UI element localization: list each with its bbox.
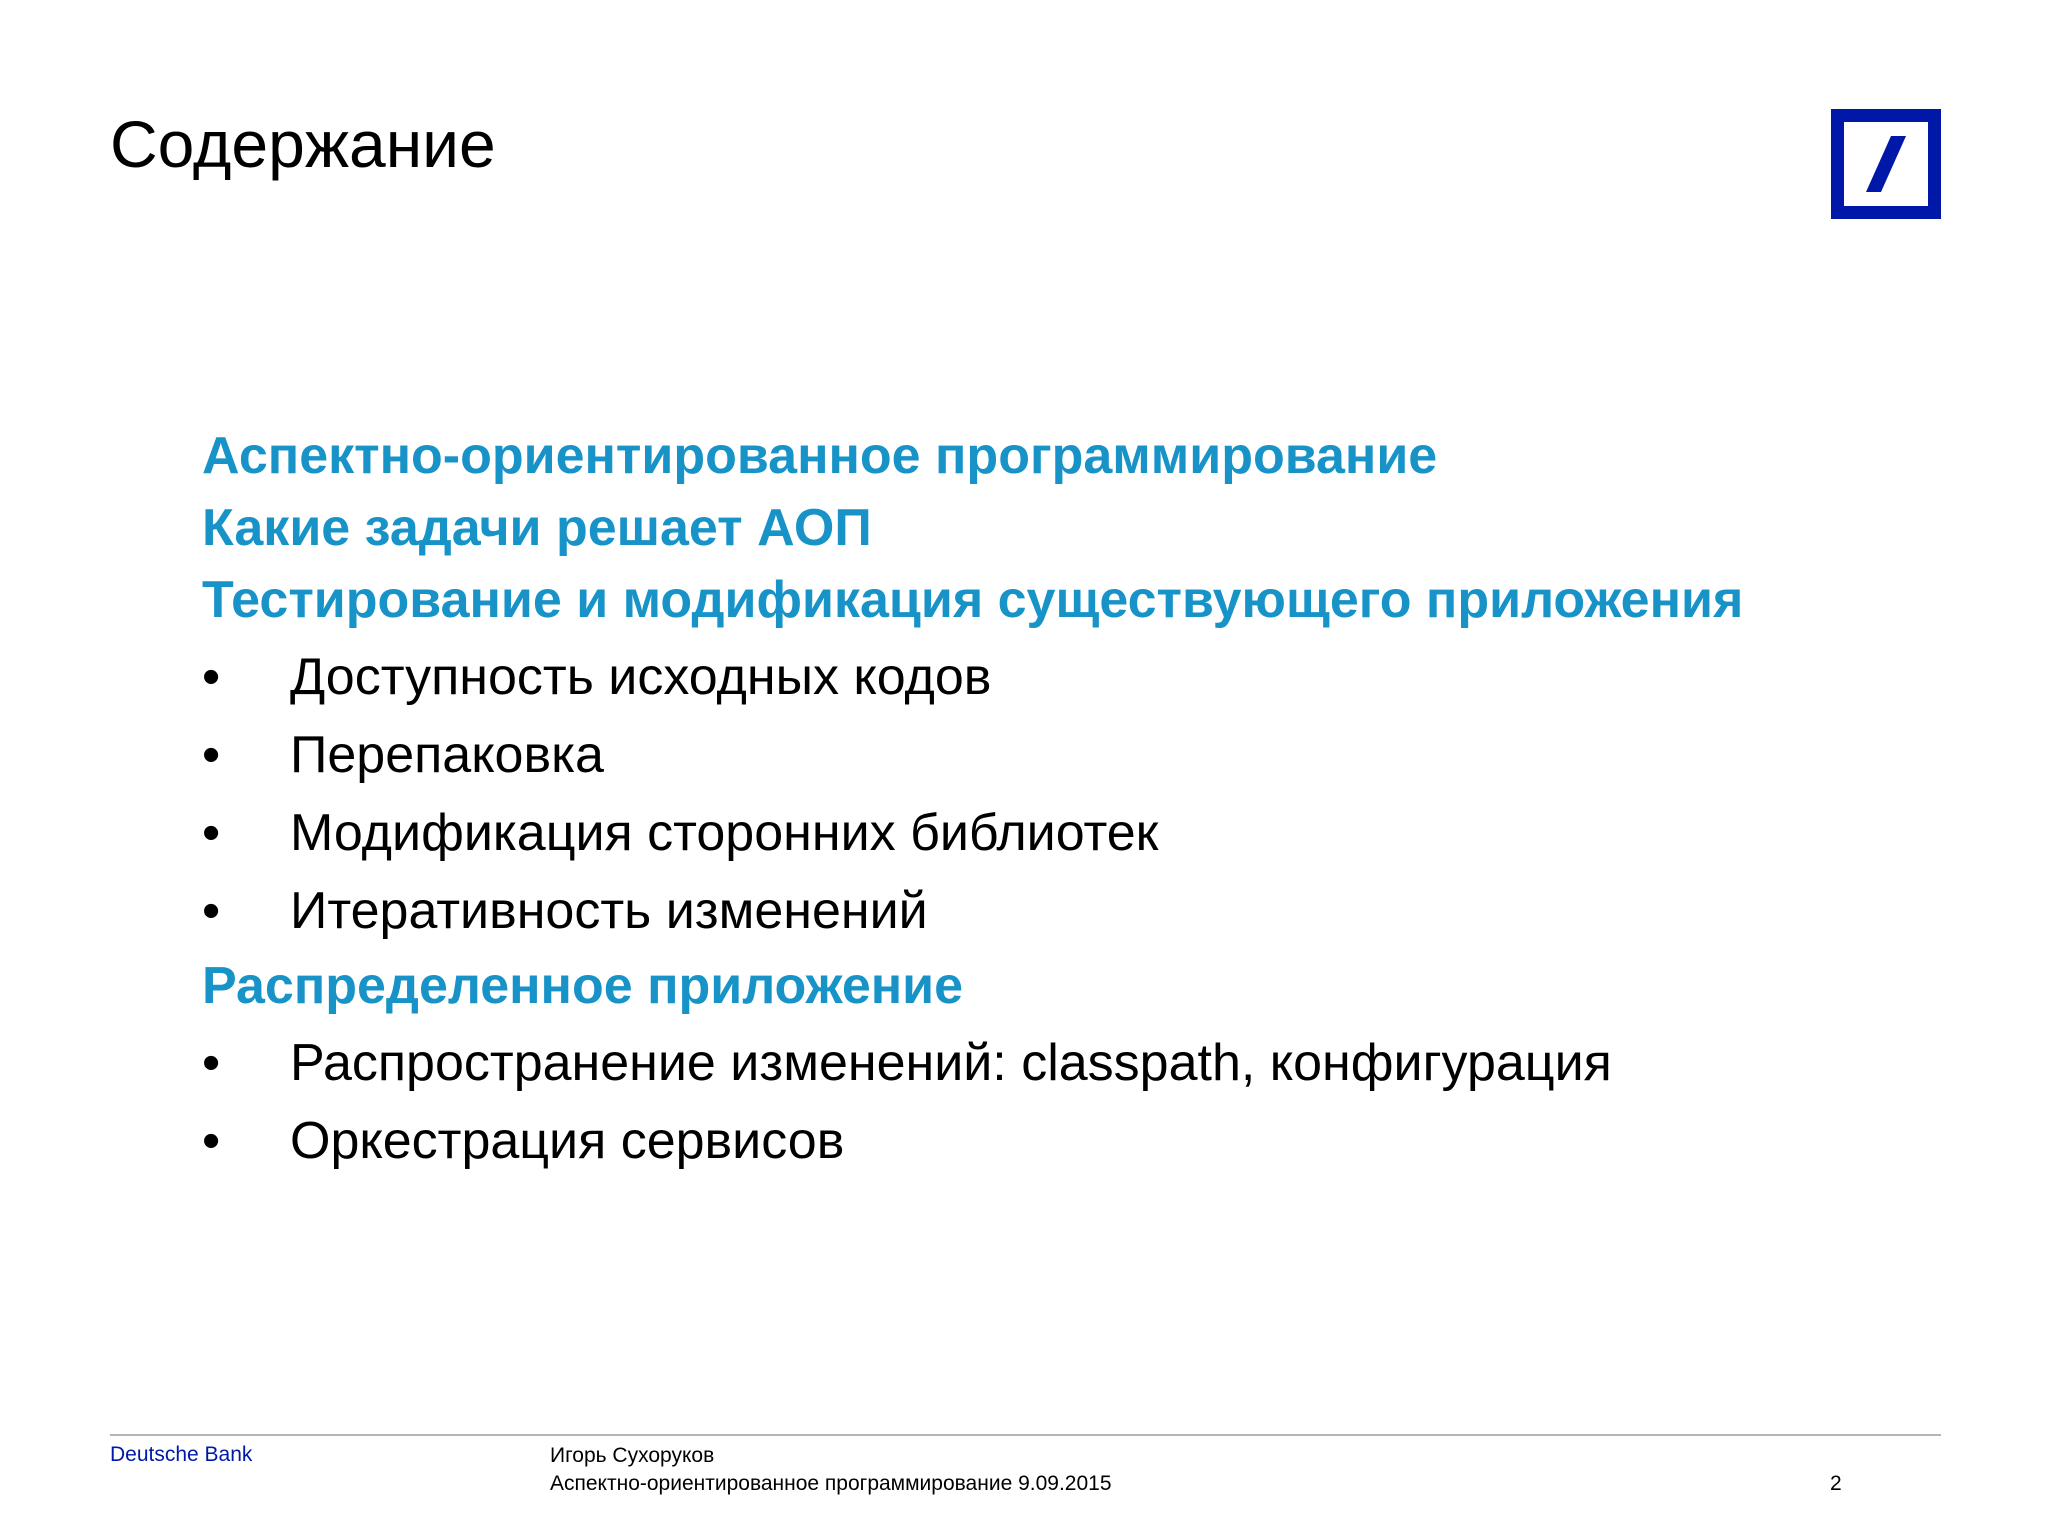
footer-author-block [550,1442,1112,1498]
footer-divider [110,1434,1941,1436]
agenda-heading: Аспектно-ориентированное программирование [202,427,1438,485]
bullet-list [202,638,1942,950]
footer-talk-title: Аспектно-ориентированное программирование 9.09.2015 [550,1472,1112,1495]
bullet-icon: • [202,882,221,940]
bullet-item [202,872,1942,950]
agenda-content [202,420,1942,1180]
agenda-section-aop [202,420,1942,492]
footer-author: Игорь Сухоруков [550,1444,715,1467]
agenda-section-tasks [202,492,1942,564]
bullet-text: Распространение изменений: classpath, конфигурация [290,1034,1612,1092]
bullet-list [202,1024,1942,1180]
page-number: 2 [1830,1472,1842,1495]
bullet-item [202,794,1942,872]
bullet-text: Модификация сторонних библиотек [290,804,1159,862]
bullet-icon: • [202,1112,221,1170]
bullet-icon: • [202,1034,221,1092]
bullet-text: Доступность исходных кодов [290,648,992,706]
bullet-icon: • [202,648,221,706]
bullet-icon: • [202,726,221,784]
bullet-text: Итеративность изменений [290,882,928,940]
bullet-item [202,1024,1942,1102]
bullet-icon: • [202,804,221,862]
bullet-text: Оркестрация сервисов [290,1112,845,1170]
agenda-section-testing [202,564,1942,950]
bullet-item [202,716,1942,794]
bullet-item [202,638,1942,716]
agenda-heading: Тестирование и модификация существующего приложения [202,571,1744,629]
footer-brand: Deutsche Bank [110,1443,253,1466]
agenda-section-distributed [202,950,1942,1180]
bullet-text: Перепаковка [290,726,604,784]
slide-title: Содержание [110,107,496,181]
deutsche-bank-logo-icon [1831,109,1941,219]
agenda-heading: Распределенное приложение [202,957,964,1015]
agenda-heading: Какие задачи решает АОП [202,499,872,557]
bullet-item [202,1102,1942,1180]
